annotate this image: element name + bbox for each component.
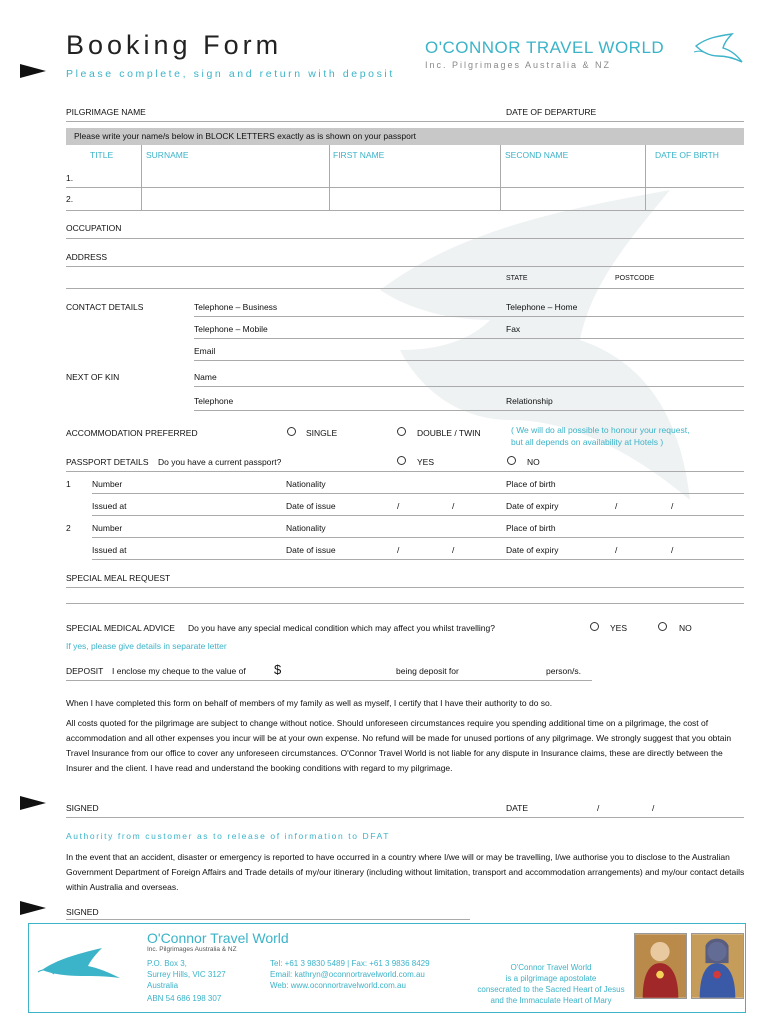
divider: [66, 471, 744, 472]
divider: [92, 559, 744, 560]
col-title: TITLE: [90, 150, 114, 160]
col-date-of-birth: DATE OF BIRTH: [655, 150, 719, 160]
dove-icon: [36, 942, 126, 982]
passport-no-label: NO: [527, 457, 540, 467]
footer-company-sub: Inc. Pilgrimages Australia & NZ: [147, 946, 237, 953]
p1-issued-at-label: Issued at: [92, 501, 127, 511]
col-divider: [141, 145, 142, 211]
row-1-label: 1.: [66, 173, 74, 183]
p1-date-of-expiry-label: Date of expiry: [506, 501, 559, 511]
contact-details-label: CONTACT DETAILS: [66, 302, 144, 312]
divider: [194, 410, 744, 411]
passport-no-radio[interactable]: [507, 456, 516, 465]
divider: [66, 210, 744, 211]
accommodation-note-1: ( We will do all possible to honour your request,: [511, 425, 690, 435]
pilgrimage-name-label: PILGRIMAGE NAME: [66, 107, 146, 117]
deposit-label: DEPOSIT: [66, 666, 104, 676]
postcode-label: POSTCODE: [615, 275, 655, 282]
slash: /: [452, 501, 455, 511]
kin-relationship-label: Relationship: [506, 396, 553, 406]
passport-details-label: PASSPORT DETAILS: [66, 457, 149, 467]
current-passport-question: Do you have a current passport?: [158, 457, 282, 467]
footer-motto-1: O'Connor Travel World: [510, 963, 592, 972]
p2-date-of-issue-label: Date of issue: [286, 545, 336, 555]
authority-text: In the event that an accident, disaster or emergency is reported to have occurred in a country where I/we will or may be travelling, I/we authorise you to disclose to the Australian Government Department of Foreign Affairs and Trade details of my/our itinerary (including without limitation, transport and accommodation arrangements) and my/our contact details within Australia and overseas.: [66, 852, 745, 892]
double-twin-radio[interactable]: [397, 427, 406, 436]
p1-number-label: Number: [92, 479, 123, 489]
divider: [66, 266, 744, 267]
p1-date-of-issue-label: Date of issue: [286, 501, 336, 511]
signed-label: SIGNED: [66, 803, 99, 813]
footer-company-name: O'Connor Travel World: [147, 930, 289, 946]
fax-label: Fax: [506, 324, 521, 334]
passport-1-number: 1: [66, 479, 71, 489]
slash: /: [615, 545, 618, 555]
p2-number-label: Number: [92, 523, 123, 533]
kin-name-label: Name: [194, 372, 217, 382]
footer-address-3: Australia: [147, 981, 179, 990]
special-meal-label: SPECIAL MEAL REQUEST: [66, 573, 171, 583]
divider: [92, 493, 744, 494]
divider: [66, 121, 744, 122]
passport-yes-radio[interactable]: [397, 456, 406, 465]
divider: [66, 603, 744, 604]
dove-watermark-icon: [340, 170, 720, 530]
deposit-text: I enclose my cheque to the value of: [112, 666, 246, 676]
family-authority-text: When I have completed this form on behalf of members of my family as well as myself, I certify that I have their authority to do so.: [66, 698, 553, 708]
medical-note: If yes, please give details in separate letter: [66, 641, 227, 651]
authority-title: Authority from customer as to release of information to DFAT: [66, 831, 391, 841]
accommodation-note-2: but all depends on availability at Hotels ): [511, 437, 664, 447]
kin-telephone-label: Telephone: [194, 396, 234, 406]
footer-motto-2: is a pilgrimage apostolate: [505, 974, 597, 983]
date-label: DATE: [506, 803, 529, 813]
col-divider: [500, 145, 501, 211]
slash: /: [615, 501, 618, 511]
tel-home-label: Telephone – Home: [506, 302, 578, 312]
immaculate-heart-painting-icon: [691, 933, 744, 999]
date-of-departure-label: DATE OF DEPARTURE: [506, 107, 597, 117]
divider: [66, 288, 744, 289]
slash: /: [397, 501, 400, 511]
page-subtitle: Please complete, sign and return with deposit: [66, 68, 395, 80]
dove-icon: [692, 32, 748, 64]
divider: [66, 187, 744, 188]
divider: [194, 338, 744, 339]
occupation-label: OCCUPATION: [66, 223, 122, 233]
arrow-marker-icon: [20, 64, 46, 78]
col-surname: SURNAME: [146, 150, 189, 160]
col-first-name: FIRST NAME: [333, 150, 385, 160]
arrow-marker-icon: [20, 901, 46, 915]
passport-2-number: 2: [66, 523, 71, 533]
persons-label: person/s.: [546, 666, 581, 676]
email-label: Email: [194, 346, 216, 356]
slash: /: [652, 803, 655, 813]
footer-address-2: Surrey Hills, VIC 3127: [147, 970, 226, 979]
p2-date-of-expiry-label: Date of expiry: [506, 545, 559, 555]
slash: /: [671, 545, 674, 555]
instruction-bar: [66, 128, 744, 145]
medical-question: Do you have any special medical condition which may affect you whilst travelling?: [188, 623, 495, 633]
footer-web-link[interactable]: Web: www.oconnortravelworld.com.au: [270, 981, 406, 990]
medical-no-radio[interactable]: [658, 622, 667, 631]
medical-no-label: NO: [679, 623, 692, 633]
medical-yes-radio[interactable]: [590, 622, 599, 631]
row-2-label: 2.: [66, 194, 74, 204]
single-label: SINGLE: [306, 428, 338, 438]
tel-mobile-label: Telephone – Mobile: [194, 324, 268, 334]
divider: [194, 316, 744, 317]
divider: [92, 537, 744, 538]
brand-name: O'CONNOR TRAVEL WORLD: [425, 38, 665, 57]
divider: [66, 919, 470, 920]
page-title: Booking Form: [66, 30, 283, 60]
footer-motto-3: consecrated to the Sacred Heart of Jesus: [477, 985, 625, 994]
brand-subtitle: Inc. Pilgrimages Australia & NZ: [425, 60, 612, 70]
state-label: STATE: [506, 275, 528, 282]
col-divider: [645, 145, 646, 211]
medical-yes-label: YES: [610, 623, 628, 633]
slash: /: [452, 545, 455, 555]
divider: [66, 680, 592, 681]
footer-abn: ABN 54 686 198 307: [147, 994, 222, 1003]
tel-business-label: Telephone – Business: [194, 302, 278, 312]
next-of-kin-label: NEXT OF KIN: [66, 372, 120, 382]
divider: [66, 817, 744, 818]
divider: [194, 386, 744, 387]
double-twin-label: DOUBLE / TWIN: [417, 428, 481, 438]
arrow-marker-icon: [20, 796, 46, 810]
footer-tel-fax: Tel: +61 3 9830 5489 | Fax: +61 3 9836 8429: [270, 959, 430, 968]
sacred-heart-painting-icon: [634, 933, 687, 999]
instruction-text: Please write your name/s below in BLOCK LETTERS exactly as is shown on your passport: [74, 131, 417, 141]
divider: [92, 515, 744, 516]
divider: [66, 587, 744, 588]
p1-nationality-label: Nationality: [286, 479, 326, 489]
p1-place-of-birth-label: Place of birth: [506, 479, 556, 489]
being-deposit-label: being deposit for: [396, 666, 459, 676]
p2-issued-at-label: Issued at: [92, 545, 127, 555]
slash: /: [397, 545, 400, 555]
special-medical-label: SPECIAL MEDICAL ADVICE: [66, 623, 175, 633]
passport-yes-label: YES: [417, 457, 435, 467]
footer-motto-4: and the Immaculate Heart of Mary: [490, 996, 612, 1005]
slash: /: [671, 501, 674, 511]
accommodation-label: ACCOMMODATION PREFERRED: [66, 428, 198, 438]
dollar-sign: $: [274, 662, 282, 677]
p2-place-of-birth-label: Place of birth: [506, 523, 556, 533]
terms-text: All costs quoted for the pilgrimage are subject to change without notice. Should unforeseen circumstances require you spending additional time on a pilgrimage, the cost of accommodation and all other expenses you incur will be at your own expense. No refund will be made for unused portions of any pilgrimage. We strongly suggest that you obtain Travel Insurance from our office to cover any unforeseen circumstances. O'Connor Travel World is not liable for any dispute in Insurance claims, these are directly between the Insurer and the client. I have read and understand the booking conditions with regard to my pilgrimage.: [66, 718, 732, 773]
footer-address-1: P.O. Box 3,: [147, 959, 187, 968]
col-second-name: SECOND NAME: [505, 150, 569, 160]
slash: /: [597, 803, 600, 813]
address-label: ADDRESS: [66, 252, 108, 262]
single-radio[interactable]: [287, 427, 296, 436]
signed-2-label: SIGNED: [66, 907, 99, 917]
p2-nationality-label: Nationality: [286, 523, 326, 533]
divider: [66, 238, 744, 239]
footer-email-link[interactable]: Email: kathryn@oconnortravelworld.com.au: [270, 970, 425, 979]
divider: [194, 360, 744, 361]
col-divider: [329, 145, 330, 211]
